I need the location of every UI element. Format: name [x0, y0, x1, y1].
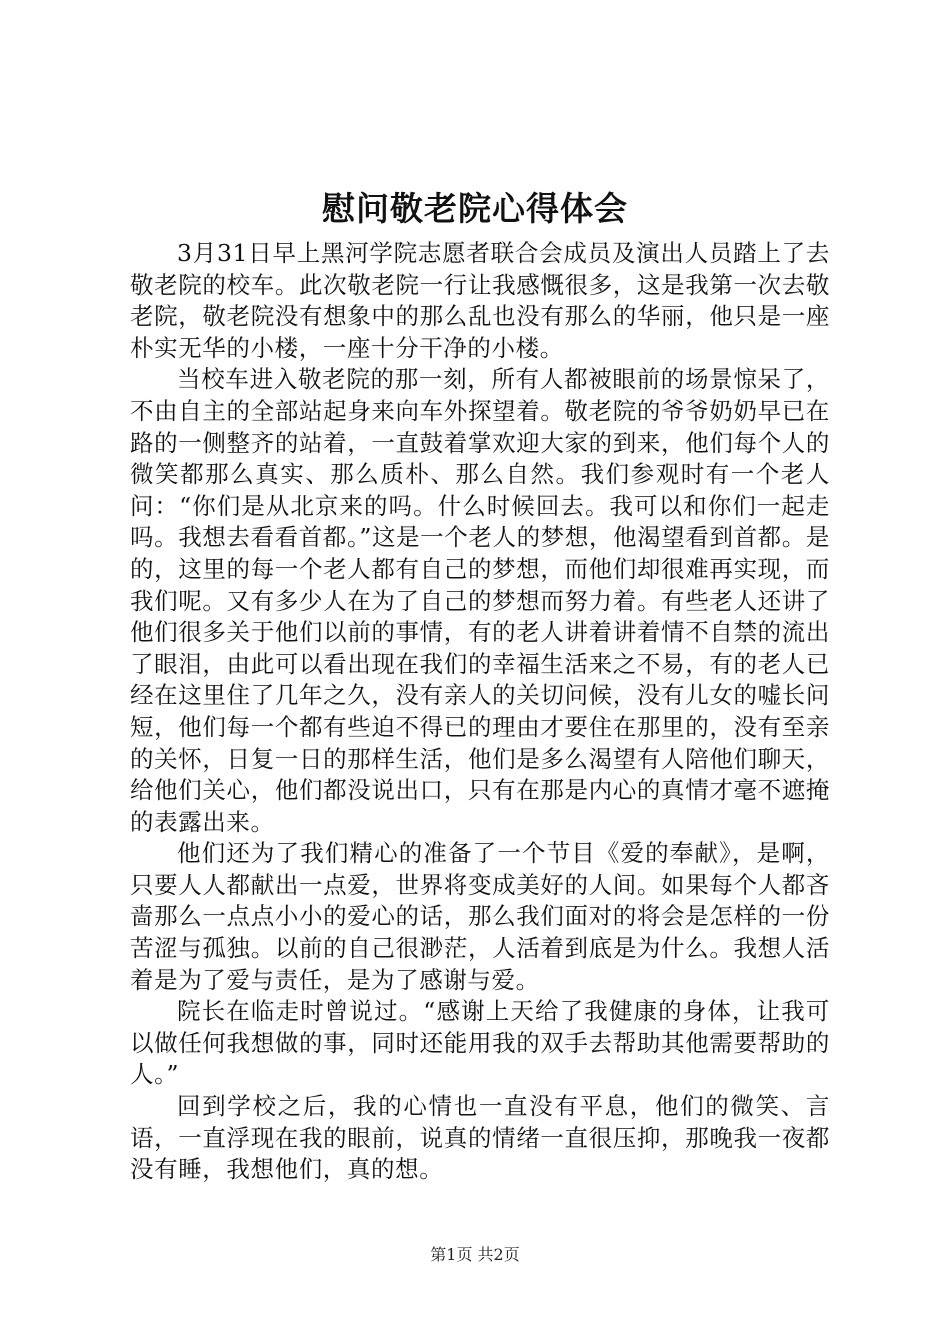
document-title: 慰问敬老院心得体会: [322, 189, 628, 228]
paragraph-3: 他们还为了我们精心的准备了一个节目《爱的奉献》，是啊，只要人人都献出一点爱，世界将变成美好的人间。如果每个人都吝啬那么一点点小小的爱心的话，那么我们面对的将会是怎样的一份苦涩与孤独。以前的自己很渺茫，人活着到底是为什么。我想人活着是为了爱与责任，是为了感谢与爱。: [130, 839, 830, 994]
document-body: [130, 238, 830, 1186]
paragraph-4: 院长在临走时曾说过。“感谢上天给了我健康的身体，让我可以做任何我想做的事，同时还能用我的双手去帮助其他需要帮助的人。”: [130, 997, 830, 1089]
paragraph-2: 当校车进入敬老院的那一刻，所有人都被眼前的场景惊呆了，不由自主的全部站起身来向车外探望着。敬老院的爷爷奶奶早已在路的一侧整齐的站着，一直鼓着掌欢迎大家的到来，他们每个人的微笑都那么真实、那么质朴、那么自然。我们参观时有一个老人问：“你们是从北京来的吗。什么时候回去。我可以和你们一起走吗。我想去看看首都。”这是一个老人的梦想，他渴望看到首都。是的，这里的每一个老人都有自己的梦想，而他们却很难再实现，而我们呢。又有多少人在为了自己的梦想而努力着。有些老人还讲了他们很多关于他们以前的事情，有的老人讲着讲着情不自禁的流出了眼泪，由此可以看出现在我们的幸福生活来之不易，有的老人已经在这里住了几年之久，没有亲人的关切问候，没有儿女的嘘长问短，他们每一个都有些迫不得已的理由才要住在那里的，没有至亲的关怀，日复一日的那样生活，他们是多么渴望有人陪他们聊天，给他们关心，他们都没说出口，只有在那是内心的真情才毫不遮掩的表露出来。: [130, 365, 830, 836]
paragraph-5: 回到学校之后，我的心情也一直没有平息，他们的微笑、言语，一直浮现在我的眼前，说真的情绪一直很压抑，那晚我一夜都没有睡，我想他们，真的想。: [130, 1092, 830, 1184]
paragraph-1: 3月31日早上黑河学院志愿者联合会成员及演出人员踏上了去敬老院的校车。此次敬老院一行让我感慨很多，这是我第一次去敬老院，敬老院没有想象中的那么乱也没有那么的华丽，他只是一座朴实无华的小楼，一座十分干净的小楼。: [130, 239, 830, 362]
page-number-footer: 第1页 共2页: [430, 1245, 520, 1264]
